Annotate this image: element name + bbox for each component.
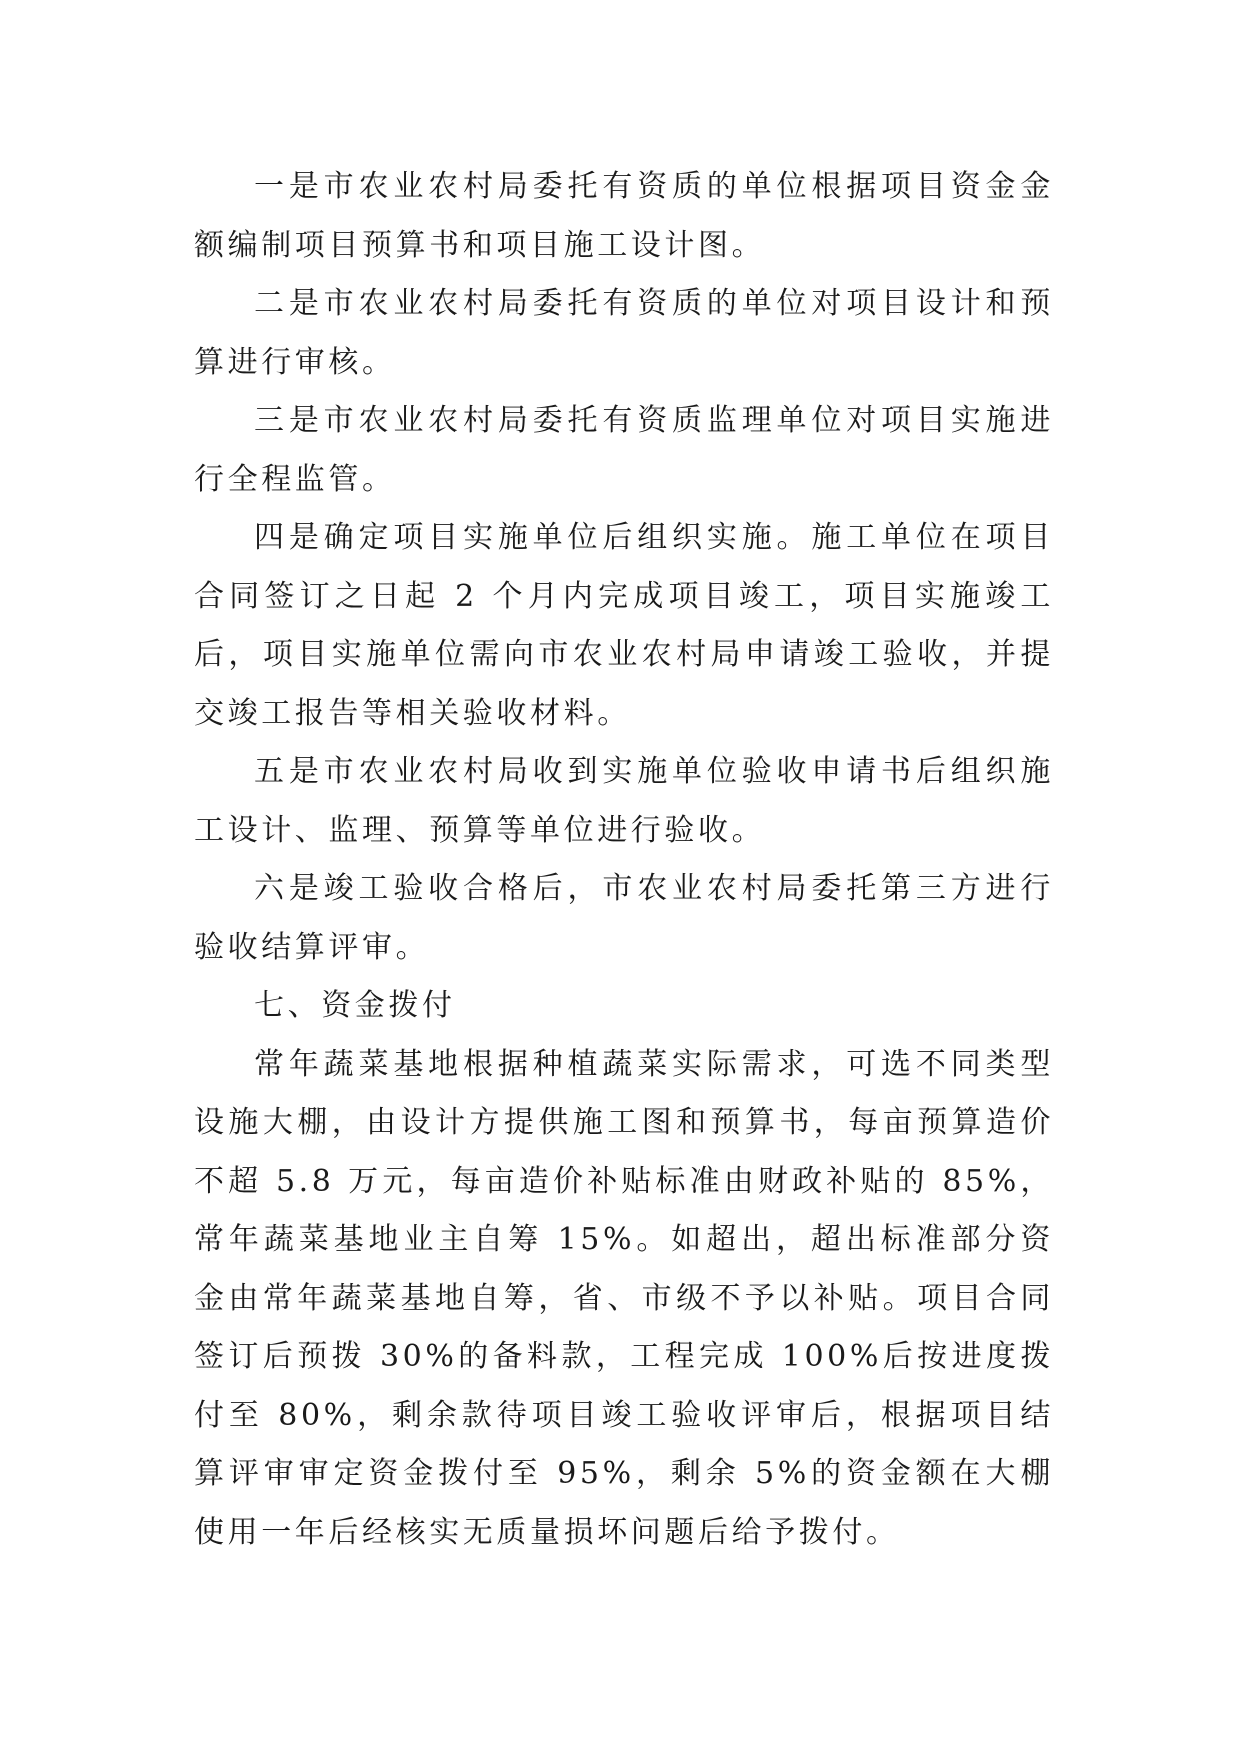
- document-body: [194, 158, 1054, 1562]
- paragraph-step-6: 六是竣工验收合格后，市农业农村局委托第三方进行验收结算评审。: [194, 871, 1054, 965]
- paragraph-step-3: 三是市农业农村局委托有资质监理单位对项目实施进行全程监管。: [194, 403, 1054, 497]
- paragraph-step-5: 五是市农业农村局收到实施单位验收申请书后组织施工设计、监理、预算等单位进行验收。: [194, 754, 1054, 848]
- paragraph-step-4: 四是确定项目实施单位后组织实施。施工单位在项目合同签订之日起 2 个月内完成项目竣工，项目实施竣工后，项目实施单位需向市农业农村局申请竣工验收，并提交竣工报告等相关验收材料。: [194, 520, 1054, 731]
- section-heading-funding: 七、资金拨付: [254, 988, 456, 1023]
- paragraph-step-2: 二是市农业农村局委托有资质的单位对项目设计和预算进行审核。: [194, 286, 1054, 380]
- paragraph-funding: 常年蔬菜基地根据种植蔬菜实际需求，可选不同类型设施大棚，由设计方提供施工图和预算书，每亩预算造价不超 5.8 万元，每亩造价补贴标准由财政补贴的 85%，常年蔬菜基地业主自筹 15%。如超出，超出标准部分资金由常年蔬菜基地自筹，省、市级不予以补贴。项目合同签订后预拨 30%的备料款，工程完成 100%后按进度拨付至 80%，剩余款待项目竣工验收评审后，根据项目结算评审审定资金拨付至 95%，剩余 5%的资金额在大棚使用一年后经核实无质量损坏问题后给予拨付。: [194, 1046, 1054, 1550]
- paragraph-step-1: 一是市农业农村局委托有资质的单位根据项目资金金额编制项目预算书和项目施工设计图。: [194, 169, 1054, 263]
